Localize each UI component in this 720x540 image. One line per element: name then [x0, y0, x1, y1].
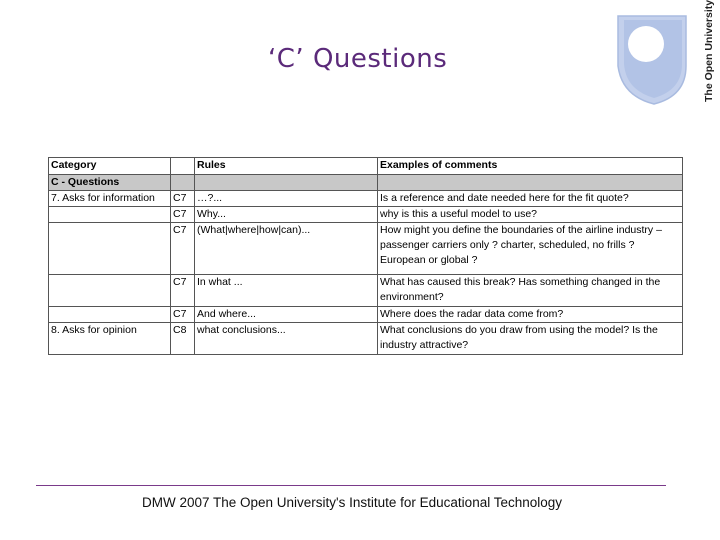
section-row — [49, 175, 683, 191]
header-rules: Rules — [195, 158, 378, 175]
row-code: C7 — [171, 275, 195, 307]
rules-table — [48, 157, 683, 355]
table-row — [49, 223, 683, 275]
row-example: Where does the radar data come from? — [378, 307, 683, 323]
row-example: How might you define the boundaries of the airline industry – passenger carriers only ? charter, scheduled, no frills ? European or global ? — [378, 223, 683, 275]
row-category — [49, 275, 171, 307]
table-row — [49, 191, 683, 207]
row-category — [49, 223, 171, 275]
table-row — [49, 207, 683, 223]
row-category — [49, 207, 171, 223]
row-rule: Why... — [195, 207, 378, 223]
table-row — [49, 275, 683, 307]
row-example: What conclusions do you draw from using the model? Is the industry attractive? — [378, 323, 683, 355]
row-example: Is a reference and date needed here for the fit quote? — [378, 191, 683, 207]
row-example: why is this a useful model to use? — [378, 207, 683, 223]
circle-icon — [628, 26, 664, 62]
row-rule: what conclusions... — [195, 323, 378, 355]
footer-text: DMW 2007 The Open University's Institute for Educational Technology — [141, 495, 563, 510]
row-rule: In what ... — [195, 275, 378, 307]
row-category — [49, 307, 171, 323]
row-code: C7 — [171, 223, 195, 275]
footer-divider — [36, 485, 666, 486]
logo-wordmark: The Open University — [703, 0, 715, 102]
header-category: Category — [49, 158, 171, 175]
row-category: 7. Asks for information — [49, 191, 171, 207]
row-rule: (What|where|how|can)... — [195, 223, 378, 275]
row-code: C8 — [171, 323, 195, 355]
table-row — [49, 307, 683, 323]
row-rule: …?... — [195, 191, 378, 207]
row-example: What has caused this break? Has something changed in the environment? — [378, 275, 683, 307]
row-code: C7 — [171, 191, 195, 207]
table-header-row — [49, 158, 683, 175]
slide-title: ‘C’ Questions — [268, 44, 448, 74]
row-rule: And where... — [195, 307, 378, 323]
row-code: C7 — [171, 207, 195, 223]
row-code: C7 — [171, 307, 195, 323]
section-label: C - Questions — [49, 175, 171, 191]
header-examples: Examples of comments — [378, 158, 683, 175]
row-category: 8. Asks for opinion — [49, 323, 171, 355]
header-code — [171, 158, 195, 175]
table-row — [49, 323, 683, 355]
